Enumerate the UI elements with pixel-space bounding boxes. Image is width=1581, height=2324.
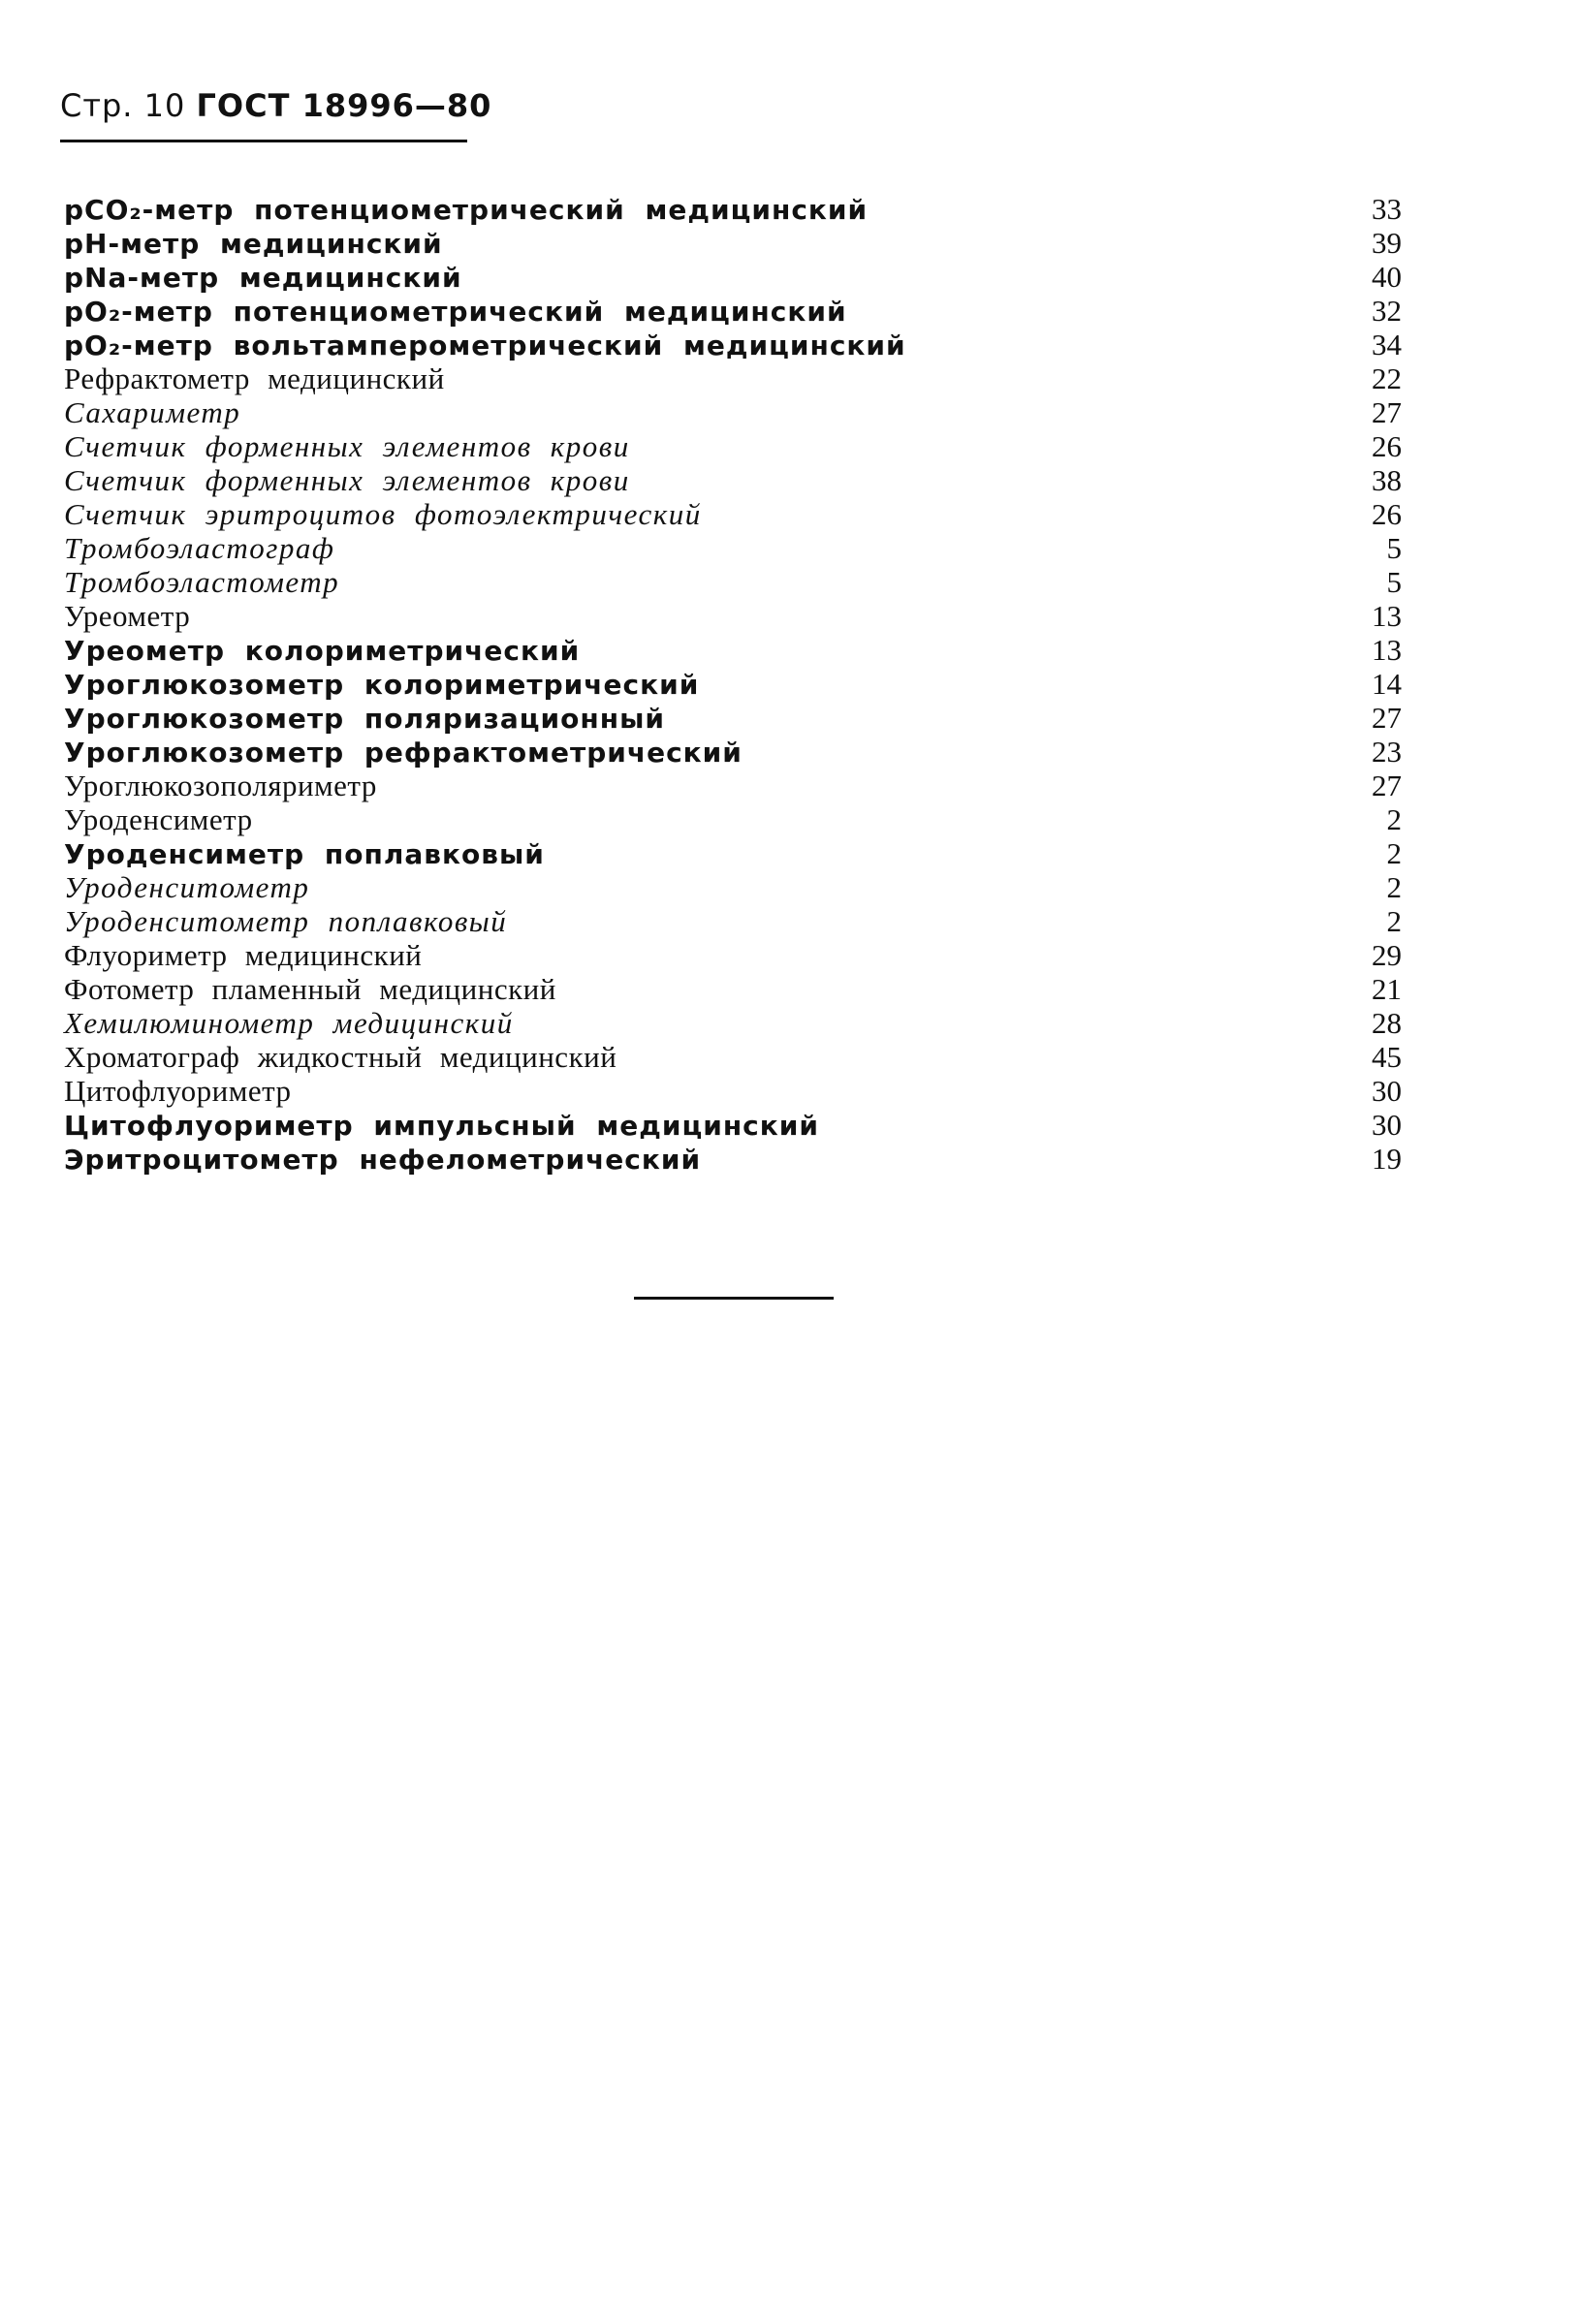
index-page-number: 40	[1372, 260, 1402, 294]
index-page-number: 5	[1386, 565, 1402, 599]
index-entry	[64, 802, 1402, 836]
index-page-number: 26	[1372, 497, 1402, 531]
index-term: Уроденситометр поплавковый	[64, 904, 508, 938]
index-term: Уроглюкозометр поляризационный	[64, 703, 666, 735]
index-entry	[64, 701, 1402, 735]
index-page-number: 45	[1372, 1040, 1402, 1074]
index-entry	[64, 294, 1402, 328]
index-entry	[64, 972, 1402, 1006]
index-entry	[64, 633, 1402, 667]
index-page-number: 21	[1372, 972, 1402, 1006]
index-page-number: 23	[1372, 735, 1402, 769]
index-page-number: 14	[1372, 667, 1402, 701]
index-page-number: 39	[1372, 226, 1402, 260]
index-term: Счетчик форменных элементов крови	[64, 429, 630, 463]
index-page-number: 13	[1372, 599, 1402, 633]
index-term: Уроглюкозополяриметр	[64, 769, 377, 802]
index-entry	[64, 260, 1402, 294]
index-page-number: 28	[1372, 1006, 1402, 1040]
index-term: pH-метр медицинский	[64, 228, 443, 260]
end-divider	[634, 1297, 834, 1300]
index-page-number: 33	[1372, 192, 1402, 226]
index-term: Уроденсиметр	[64, 802, 253, 836]
index-term: Уреометр	[64, 599, 191, 633]
index-term: Счетчик форменных элементов крови	[64, 463, 630, 497]
index-entry	[64, 1006, 1402, 1040]
page-header	[60, 87, 491, 124]
index-entry	[64, 870, 1402, 904]
alphabetical-index	[64, 192, 1402, 1176]
index-entry	[64, 1108, 1402, 1142]
index-term: Хемилюминометр медицинский	[64, 1006, 514, 1040]
index-term: Цитофлуориметр	[64, 1074, 292, 1108]
index-entry	[64, 463, 1402, 497]
index-term: Цитофлуориметр импульсный медицинский	[64, 1110, 820, 1142]
index-page-number: 19	[1372, 1142, 1402, 1176]
header-divider	[60, 140, 467, 142]
index-term: Хроматограф жидкостный медицинский	[64, 1040, 617, 1074]
index-entry	[64, 531, 1402, 565]
index-entry	[64, 599, 1402, 633]
index-entry	[64, 836, 1402, 870]
index-term: Флуориметр медицинский	[64, 938, 423, 972]
index-term: Уроденсиметр поплавковый	[64, 838, 545, 870]
index-page-number: 27	[1372, 395, 1402, 429]
index-term: Уроглюкозометр колориметрический	[64, 669, 700, 701]
index-entry	[64, 565, 1402, 599]
index-page-number: 2	[1386, 870, 1402, 904]
index-entry	[64, 328, 1402, 361]
index-entry	[64, 361, 1402, 395]
index-entry	[64, 735, 1402, 769]
index-term: Уреометр колориметрический	[64, 635, 581, 667]
index-page-number: 27	[1372, 701, 1402, 735]
index-page-number: 27	[1372, 769, 1402, 802]
index-term: Рефрактометр медицинский	[64, 361, 445, 395]
index-term: pO₂-метр вольтамперометрический медицинский	[64, 330, 906, 361]
index-page-number: 2	[1386, 802, 1402, 836]
index-entry	[64, 395, 1402, 429]
index-entry	[64, 1040, 1402, 1074]
index-term: pO₂-метр потенциометрический медицинский	[64, 296, 847, 328]
index-entry	[64, 938, 1402, 972]
index-entry	[64, 429, 1402, 463]
index-term: Сахариметр	[64, 395, 241, 429]
index-term: Уроденситометр	[64, 870, 310, 904]
index-page-number: 30	[1372, 1108, 1402, 1142]
index-entry	[64, 226, 1402, 260]
index-term: Счетчик эритроцитов фотоэлектрический	[64, 497, 702, 531]
index-page-number: 30	[1372, 1074, 1402, 1108]
index-term: Эритроцитометр нефелометрический	[64, 1144, 702, 1176]
index-term: Уроглюкозометр рефрактометрический	[64, 737, 743, 769]
index-entry	[64, 1074, 1402, 1108]
page-label: Стр. 10	[60, 87, 186, 124]
index-page-number: 2	[1386, 904, 1402, 938]
index-page-number: 26	[1372, 429, 1402, 463]
index-entry	[64, 1142, 1402, 1176]
index-page-number: 5	[1386, 531, 1402, 565]
index-term: pCO₂-метр потенциометрический медицинский	[64, 194, 869, 226]
index-entry	[64, 904, 1402, 938]
index-page-number: 22	[1372, 361, 1402, 395]
index-entry	[64, 192, 1402, 226]
index-entry	[64, 497, 1402, 531]
index-page-number: 13	[1372, 633, 1402, 667]
index-entry	[64, 769, 1402, 802]
index-page-number: 2	[1386, 836, 1402, 870]
index-page-number: 34	[1372, 328, 1402, 361]
index-term: pNa-метр медицинский	[64, 262, 462, 294]
index-page-number: 32	[1372, 294, 1402, 328]
standard-number: ГОСТ 18996—80	[196, 87, 492, 124]
index-term: Тромбоэластограф	[64, 531, 335, 565]
index-entry	[64, 667, 1402, 701]
index-page-number: 38	[1372, 463, 1402, 497]
index-term: Фотометр пламенный медицинский	[64, 972, 556, 1006]
index-page-number: 29	[1372, 938, 1402, 972]
index-term: Тромбоэластометр	[64, 565, 340, 599]
